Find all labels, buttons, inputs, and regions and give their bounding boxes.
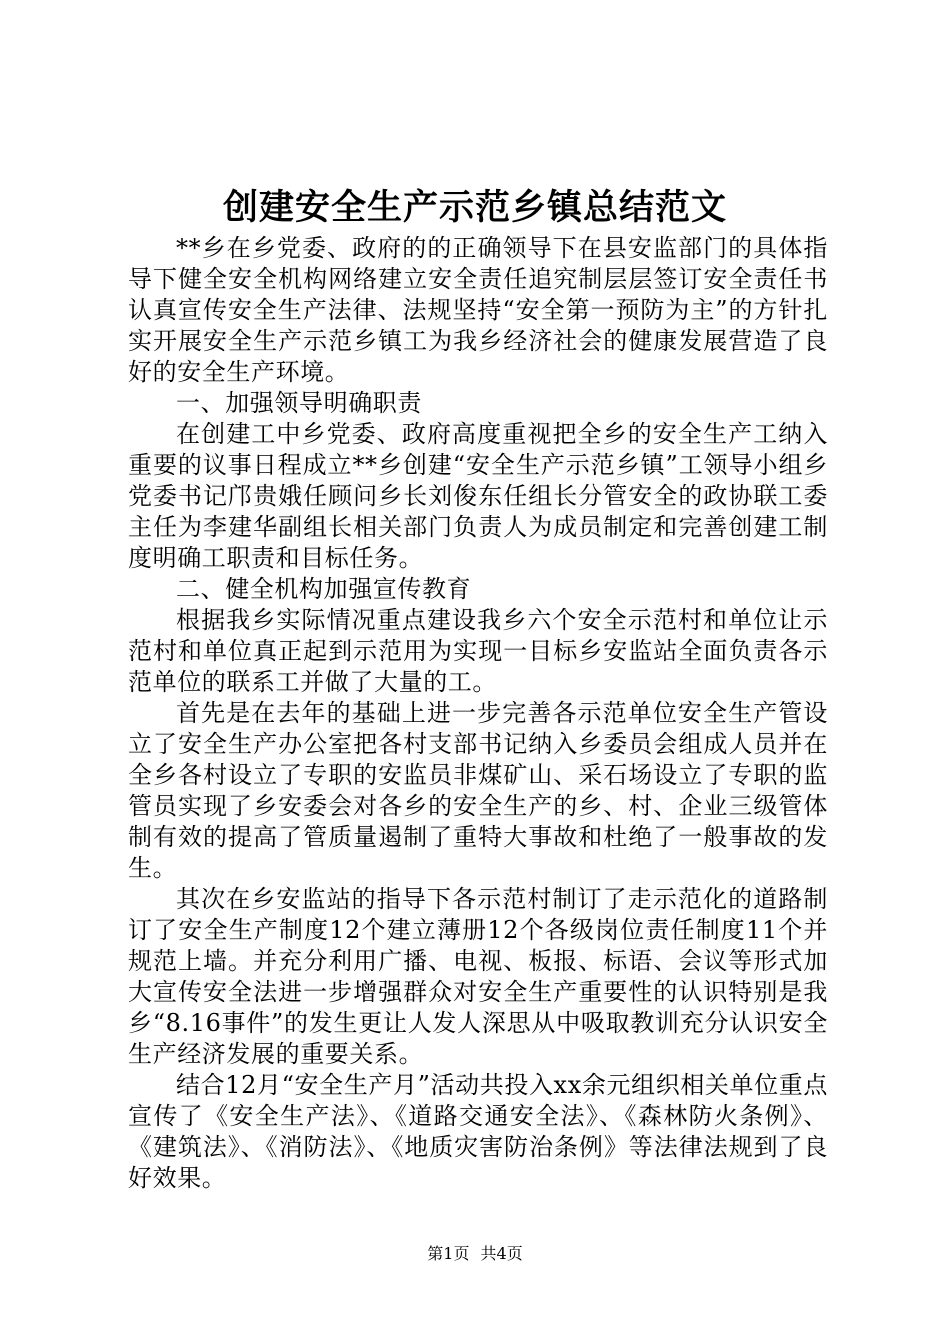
paragraph-second: 其次在乡安监站的指导下各示范村制订了走示范化的道路制订了安全生产制度12个建立薄册12个各级岗位责任制度11个并规范上墙。并充分利用广播、电视、板报、标语、会议等形式加大宣传安全法进一步增强群众对安全生产重要性的认识特别是我乡“8.16事件”的发生更让人发人深思从中吸取教训充分认识安全生产经济发展的重要关系。 <box>128 885 828 1068</box>
document-body <box>128 233 828 1194</box>
page-number-total: 共4页 <box>480 1244 523 1263</box>
paragraph-first: 首先是在去年的基础上进一步完善各示范单位安全生产管设立了安全生产办公室把各村支部书记纳入乡委员会组成人员并在全乡各村设立了专职的安监员非煤矿山、采石场设立了专职的监管员实现了乡安委会对各乡的安全生产的乡、村、企业三级管体制有效的提高了管质量遏制了重特大事故和杜绝了一般事故的发生。 <box>128 699 828 882</box>
paragraph-intro: **乡在乡党委、政府的的正确领导下在县安监部门的具体指导下健全安全机构网络建立安全责任追究制层层签订安全责任书认真宣传安全生产法律、法规坚持“安全第一预防为主”的方针扎实开展安全生产示范乡镇工为我乡经济社会的健康发展营造了良好的安全生产环境。 <box>128 234 828 386</box>
paragraph-leadership: 在创建工中乡党委、政府高度重视把全乡的安全生产工纳入重要的议事日程成立**乡创建“安全生产示范乡镇”工领导小组乡党委书记邝贵娥任顾问乡长刘俊东任组长分管安全的政协联工委主任为李建华副组长相关部门负责人为成员制定和完善创建工制度明确工职责和目标任务。 <box>128 420 828 572</box>
document-title: 创建安全生产示范乡镇总结范文 <box>222 187 727 228</box>
page-number-current: 第1页 <box>427 1244 470 1263</box>
page-footer <box>0 1243 950 1265</box>
paragraph-demonstration: 根据我乡实际情况重点建设我乡六个安全示范村和单位让示范村和单位真正起到示范用为实现一目标乡安监站全面负责各示范单位的联系工并做了大量的工。 <box>128 606 828 696</box>
paragraph-safety-month: 结合12月“安全生产月”活动共投入xx余元组织相关单位重点宣传了《安全生产法》、《道路交通安全法》、《森林防火条例》、《建筑法》、《消防法》、《地质灾害防治条例》等法律法规到了良好效果。 <box>128 1071 828 1192</box>
section-heading-2: 二、健全机构加强宣传教育 <box>176 575 472 603</box>
section-heading-1: 一、加强领导明确职责 <box>176 389 422 417</box>
